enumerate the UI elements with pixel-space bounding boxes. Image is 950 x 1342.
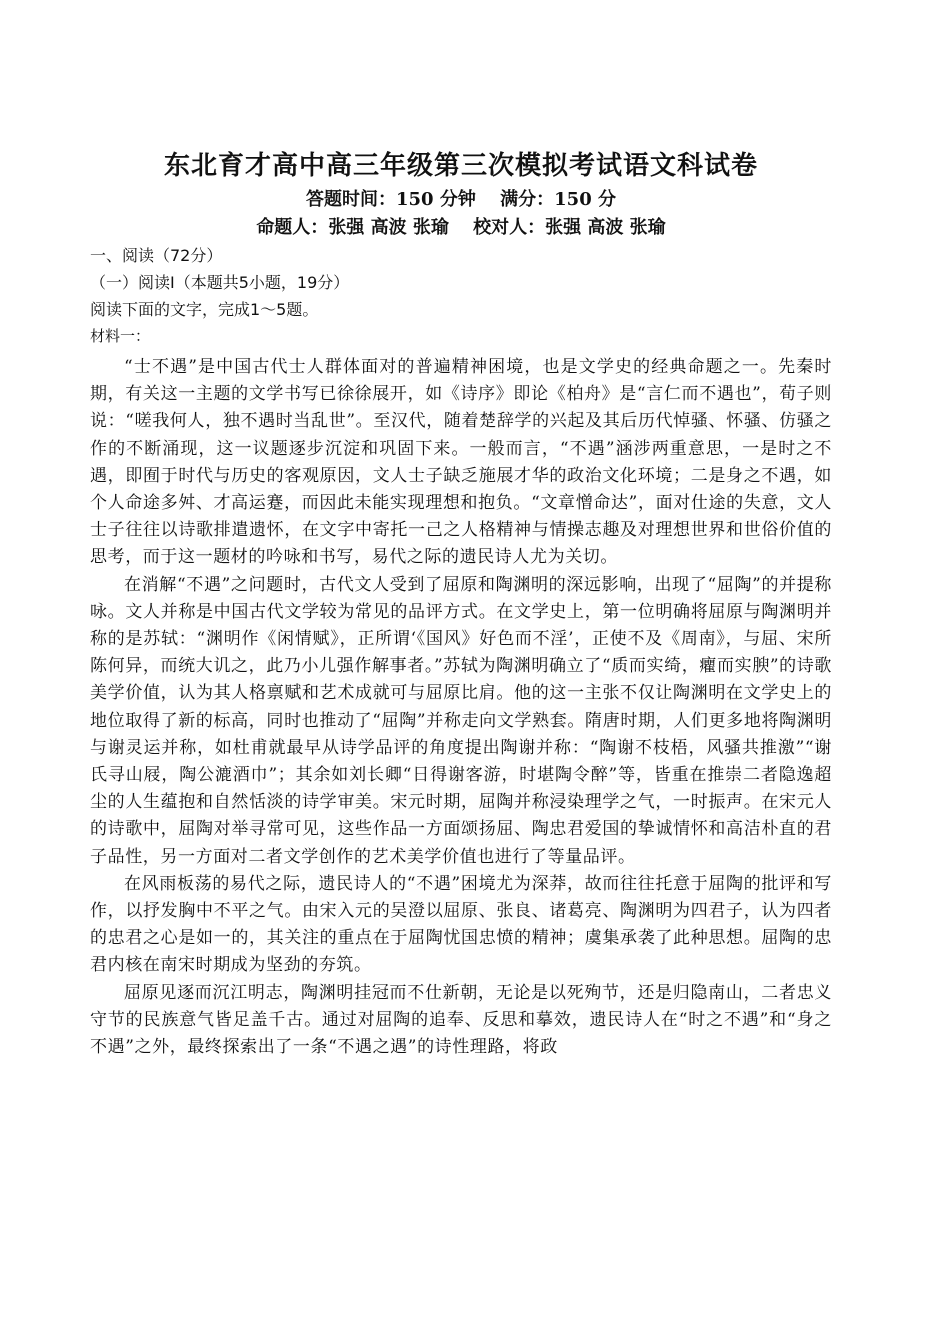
passage-paragraph: “士不遇”是中国古代士人群体面对的普遍精神困境，也是文学史的经典命题之一。先秦时期，有关这一主题的文学书写已徐徐展开，如《诗序》即论《柏舟》是“言仁而不遇也”，荀子则说：“嗟我何人，独不遇时当乱世”。至汉代，随着楚辞学的兴起及其后历代悼骚、怀骚、仿骚之作的不断涌现，这一议题逐步沉淀和巩固下来。一般而言，“不遇”涵涉两重意思，一是时之不遇，即囿于时代与历史的客观原因，文人士子缺乏施展才华的政治文化环境；二是身之不遇，如个人命途多舛、才高运蹇，而因此未能实现理想和抱负。“文章憎命达”，面对仕途的失意，文人士子往往以诗歌排遣遗怀，在文字中寄托一己之人格精神与情操志趣及对理想世界和世俗价值的思考，而于这一题材的吟咏和书写，易代之际的遗民诗人尤为关切。: [90, 357, 832, 568]
score-unit: 分: [598, 189, 616, 210]
exam-authors-line: [90, 214, 832, 242]
exam-time-line: [90, 186, 832, 214]
time-unit: 分钟: [439, 189, 476, 210]
section-heading: 一、阅读（72分）: [90, 246, 223, 265]
score-value: 150: [554, 189, 592, 210]
subsection-heading: （一）阅读Ⅰ（本题共5小题，19分）: [90, 273, 350, 292]
authors-label: 命题人：: [256, 217, 329, 238]
reading-passage: [90, 354, 832, 1061]
score-label: 满分：: [500, 189, 555, 210]
exam-title: 东北育才高中高三年级第三次模拟考试语文科试卷: [163, 151, 758, 181]
passage-paragraph: 屈原见逐而沉江明志，陶渊明挂冠而不仕新朝，无论是以死殉节，还是归隐南山，二者忠义守节的民族意气皆足盖千古。通过对屈陶的追奉、反思和摹效，遗民诗人在“时之不遇”和“身之不遇”之外，最终探索出了一条“不遇之遇”的诗性理路，将政: [90, 982, 832, 1058]
time-label: 答题时间：: [306, 189, 396, 210]
passage-paragraph: 在消解“不遇”之问题时，古代文人受到了屈原和陶渊明的深远影响，出现了“屈陶”的并提称咏。文人并称是中国古代文学较为常见的品评方式。在文学史上，第一位明确将屈原与陶渊明并称的是苏轼：“渊明作《闲情赋》，正所谓‘《国风》好色而不淫’，正使不及《周南》，与屈、宋所陈何异，而统大讥之，此乃小儿强作解事者。”苏轼为陶渊明确立了“质而实绮，癯而实腴”的诗歌美学价值，认为其人格禀赋和艺术成就可与屈原比肩。他的这一主张不仅让陶渊明在文学史上的地位取得了新的标高，同时也推动了“屈陶”并称走向文学熟套。隋唐时期，人们更多地将陶渊明与谢灵运并称，如杜甫就最早从诗学品评的角度提出陶谢并称：“陶谢不枝梧，风骚共推激”“谢氏寻山屐，陶公漉酒巾”；其余如刘长卿“日得谢客游，时堪陶令醉”等，皆重在推崇二者隐逸超尘的人生蕴抱和自然恬淡的诗学审美。宋元时期，屈陶并称浸染理学之气，一时振声。在宋元人的诗歌中，屈陶对举寻常可见，这些作品一方面颂扬屈、陶忠君爱国的挚诚情怀和高洁朴直的君子品性，另一方面对二者文学创作的艺术美学价值也进行了等量品评。: [90, 574, 832, 867]
authors-names: 张强 高波 张瑜: [328, 217, 449, 238]
reviewers-names: 张强 高波 张瑜: [545, 217, 666, 238]
material-label: 材料一：: [90, 327, 151, 345]
reading-instruction: 阅读下面的文字，完成1～5题。: [90, 300, 319, 319]
reviewers-label: 校对人：: [473, 217, 546, 238]
passage-paragraph: 在风雨板荡的易代之际，遗民诗人的“不遇”困境尤为深莽，故而往往托意于屈陶的批评和写作，以抒发胸中不平之气。由宋入元的吴澄以屈原、张良、诸葛亮、陶渊明为四君子，认为四者的忠君之心是如一的，其关注的重点在于屈陶忧国忠愤的精神；虞集承袭了此种思想。屈陶的忠君内核在南宋时期成为坚劲的夯筑。: [90, 873, 832, 976]
time-value: 150: [396, 189, 434, 210]
